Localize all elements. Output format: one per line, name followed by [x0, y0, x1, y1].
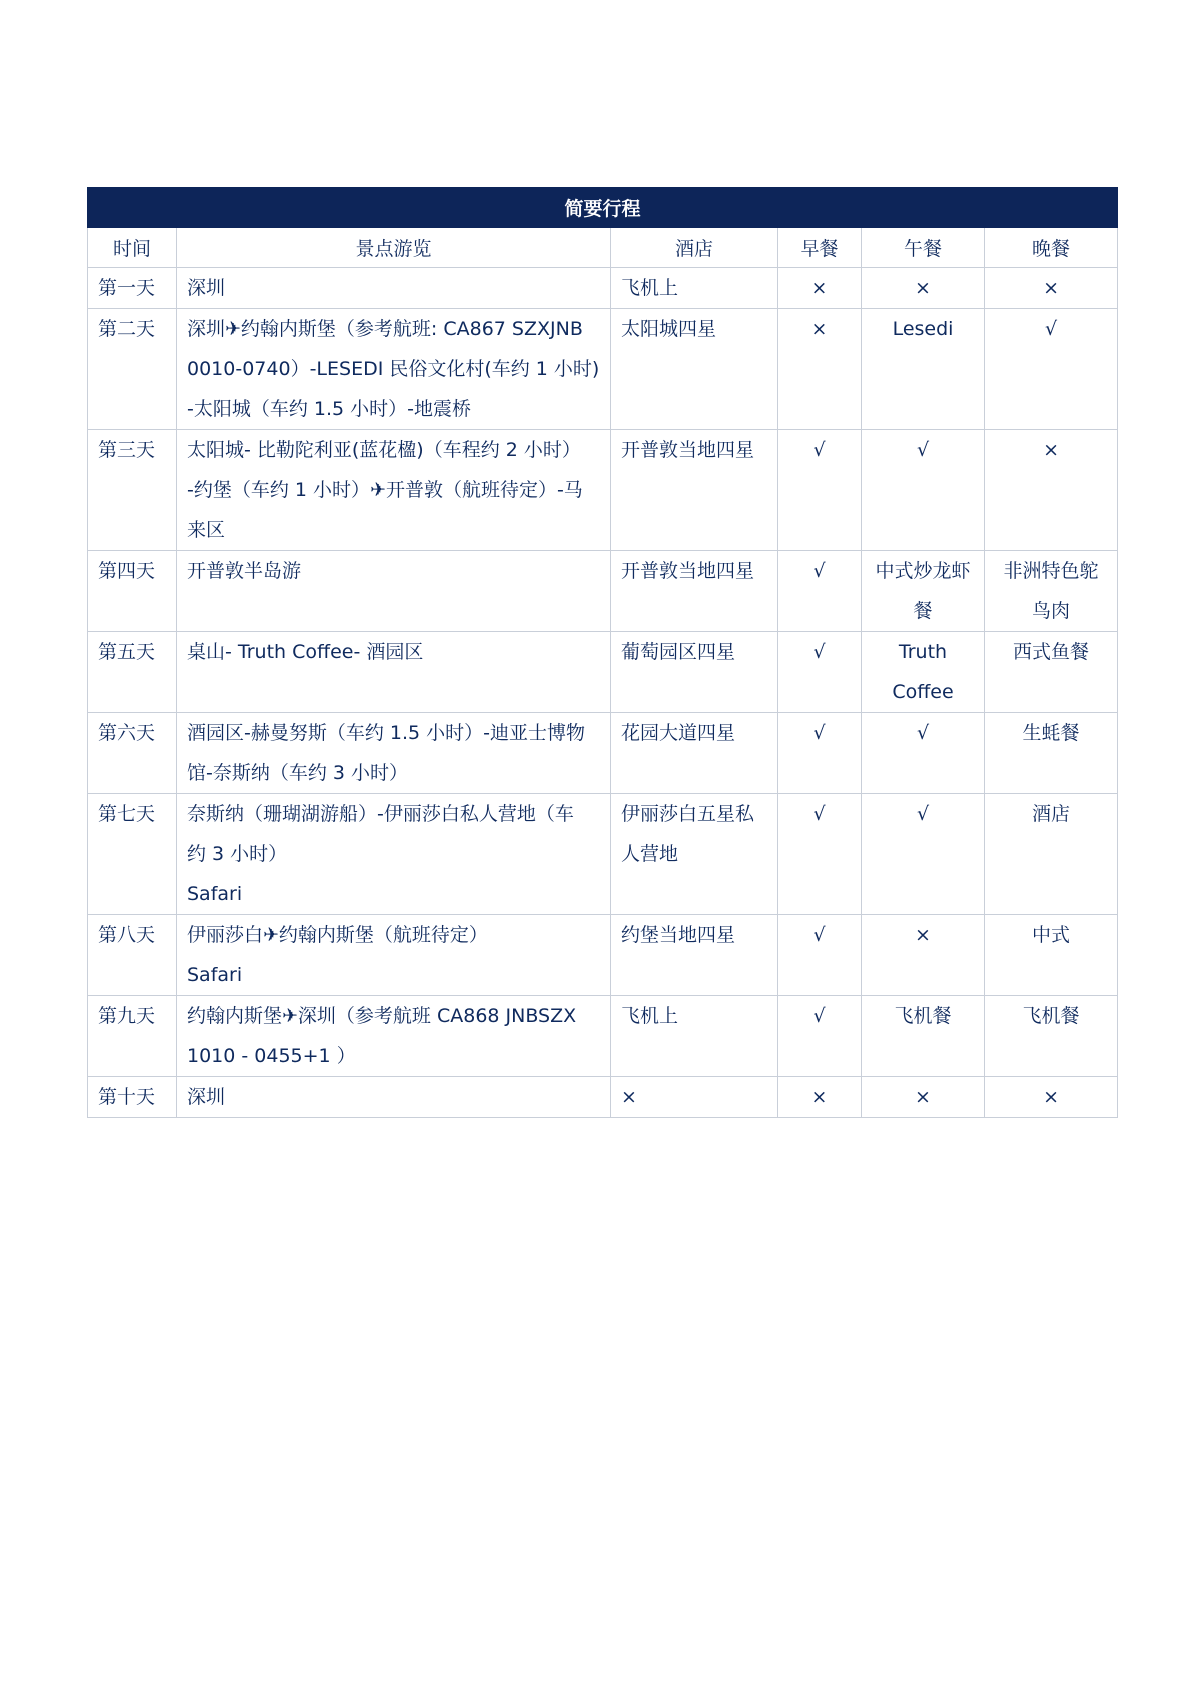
breakfast-cell: √ [778, 713, 862, 794]
dinner-cell [985, 309, 1118, 430]
lunch-cell [862, 713, 985, 794]
hotel-cell [611, 794, 778, 915]
dinner-cell [985, 915, 1118, 996]
route-line: Safari [187, 964, 243, 986]
route-line: 约 3 小时） [187, 843, 288, 865]
table-row [88, 268, 1118, 309]
lunch-line: × [915, 924, 931, 946]
route-line: 开普敦半岛游 [187, 560, 302, 582]
breakfast-cell: × [778, 309, 862, 430]
day-cell: 第七天 [88, 794, 177, 915]
route-cell [177, 309, 611, 430]
route-line: 深圳 [187, 1086, 226, 1108]
route-line: 0010-0740）-LESEDI 民俗文化村(车约 1 小时) [187, 358, 600, 380]
route-line: 1010 - 0455+1 ） [187, 1045, 356, 1067]
dinner-cell [985, 430, 1118, 551]
lunch-cell [862, 1077, 985, 1118]
route-cell [177, 794, 611, 915]
dinner-cell [985, 551, 1118, 632]
lunch-line: √ [916, 803, 930, 825]
day-cell: 第三天 [88, 430, 177, 551]
route-line: 酒园区-赫曼努斯（车约 1.5 小时）-迪亚士博物 [187, 722, 586, 744]
day-cell: 第二天 [88, 309, 177, 430]
header-breakfast: 早餐 [778, 228, 862, 268]
route-line: 约翰内斯堡✈深圳（参考航班 CA868 JNBSZX [187, 1005, 577, 1027]
hotel-line: 人营地 [621, 843, 679, 865]
lunch-cell [862, 268, 985, 309]
lunch-line: 餐 [913, 600, 933, 622]
dinner-line: × [1043, 277, 1059, 299]
hotel-cell [611, 430, 778, 551]
lunch-line: 飞机餐 [894, 1005, 952, 1027]
hotel-line: 飞机上 [621, 1005, 679, 1027]
dinner-cell [985, 996, 1118, 1077]
lunch-cell [862, 794, 985, 915]
dinner-line: 飞机餐 [1022, 1005, 1080, 1027]
route-cell [177, 551, 611, 632]
day-cell: 第五天 [88, 632, 177, 713]
dinner-line: 生蚝餐 [1022, 722, 1080, 744]
table-row [88, 551, 1118, 632]
itinerary-body [88, 268, 1118, 1118]
table-row [88, 309, 1118, 430]
route-line: 奈斯纳（珊瑚湖游船）-伊丽莎白私人营地（车 [187, 803, 574, 825]
table-row [88, 713, 1118, 794]
day-cell: 第四天 [88, 551, 177, 632]
dinner-line: 中式 [1032, 924, 1071, 946]
route-line: -约堡（车约 1 小时）✈开普敦（航班待定）-马 [187, 479, 583, 501]
header-day: 时间 [88, 228, 177, 268]
route-cell [177, 632, 611, 713]
day-cell: 第八天 [88, 915, 177, 996]
route-cell [177, 996, 611, 1077]
route-line: 深圳 [187, 277, 226, 299]
table-row [88, 915, 1118, 996]
hotel-line: 开普敦当地四星 [621, 439, 755, 461]
lunch-cell [862, 915, 985, 996]
breakfast-cell: √ [778, 430, 862, 551]
route-cell [177, 430, 611, 551]
route-line: 太阳城- 比勒陀利亚(蓝花楹)（车程约 2 小时） [187, 439, 581, 461]
dinner-line: 西式鱼餐 [1013, 641, 1090, 663]
hotel-line: 伊丽莎白五星私 [621, 803, 755, 825]
breakfast-cell: √ [778, 551, 862, 632]
dinner-line: 鸟肉 [1032, 600, 1071, 622]
lunch-cell [862, 430, 985, 551]
hotel-cell [611, 713, 778, 794]
route-line: Safari [187, 883, 243, 905]
lunch-line: × [915, 277, 931, 299]
dinner-line: √ [1044, 318, 1058, 340]
breakfast-cell: √ [778, 915, 862, 996]
route-cell [177, 1077, 611, 1118]
header-dinner: 晚餐 [985, 228, 1118, 268]
day-cell: 第十天 [88, 1077, 177, 1118]
day-cell: 第六天 [88, 713, 177, 794]
lunch-cell [862, 996, 985, 1077]
breakfast-cell: √ [778, 794, 862, 915]
hotel-cell [611, 309, 778, 430]
day-cell: 第一天 [88, 268, 177, 309]
table-row [88, 794, 1118, 915]
header-lunch: 午餐 [862, 228, 985, 268]
lunch-line: Lesedi [892, 318, 954, 340]
lunch-cell [862, 309, 985, 430]
lunch-line: Truth [898, 641, 948, 663]
hotel-line: 花园大道四星 [621, 722, 736, 744]
lunch-line: × [915, 1086, 931, 1108]
table-row [88, 430, 1118, 551]
header-hotel: 酒店 [611, 228, 778, 268]
table-row [88, 632, 1118, 713]
route-line: 桌山- Truth Coffee- 酒园区 [187, 641, 424, 663]
lunch-line: √ [916, 439, 930, 461]
route-line: 馆-奈斯纳（车约 3 小时） [187, 762, 409, 784]
table-row [88, 1077, 1118, 1118]
route-cell [177, 915, 611, 996]
route-cell [177, 713, 611, 794]
hotel-line: 飞机上 [621, 277, 679, 299]
breakfast-cell: √ [778, 996, 862, 1077]
lunch-cell [862, 632, 985, 713]
lunch-line: 中式炒龙虾 [875, 560, 971, 582]
dinner-cell [985, 713, 1118, 794]
table-row [88, 996, 1118, 1077]
lunch-cell [862, 551, 985, 632]
itinerary-table [87, 187, 1118, 1118]
route-line: 伊丽莎白✈约翰内斯堡（航班待定） [187, 924, 488, 946]
breakfast-cell: × [778, 1077, 862, 1118]
hotel-cell [611, 1077, 778, 1118]
day-cell: 第九天 [88, 996, 177, 1077]
dinner-cell [985, 268, 1118, 309]
hotel-cell [611, 915, 778, 996]
lunch-line: Coffee [892, 681, 954, 703]
header-route: 景点游览 [177, 228, 611, 268]
hotel-line: × [621, 1086, 637, 1108]
breakfast-cell: √ [778, 632, 862, 713]
route-line: -太阳城（车约 1.5 小时）-地震桥 [187, 398, 472, 420]
dinner-cell [985, 632, 1118, 713]
table-title: 简要行程 [88, 188, 1118, 228]
route-cell [177, 268, 611, 309]
hotel-line: 葡萄园区四星 [621, 641, 736, 663]
hotel-line: 约堡当地四星 [621, 924, 736, 946]
dinner-line: × [1043, 1086, 1059, 1108]
dinner-line: 酒店 [1032, 803, 1071, 825]
dinner-cell [985, 794, 1118, 915]
lunch-line: √ [916, 722, 930, 744]
route-line: 来区 [187, 519, 226, 541]
dinner-line: × [1043, 439, 1059, 461]
hotel-line: 太阳城四星 [621, 318, 717, 340]
route-line: 深圳✈约翰内斯堡（参考航班: CA867 SZXJNB [187, 318, 583, 340]
hotel-line: 开普敦当地四星 [621, 560, 755, 582]
hotel-cell [611, 632, 778, 713]
hotel-cell [611, 996, 778, 1077]
hotel-cell [611, 268, 778, 309]
hotel-cell [611, 551, 778, 632]
dinner-cell [985, 1077, 1118, 1118]
itinerary-page [87, 187, 1117, 1118]
dinner-line: 非洲特色鸵 [1003, 560, 1099, 582]
breakfast-cell: × [778, 268, 862, 309]
